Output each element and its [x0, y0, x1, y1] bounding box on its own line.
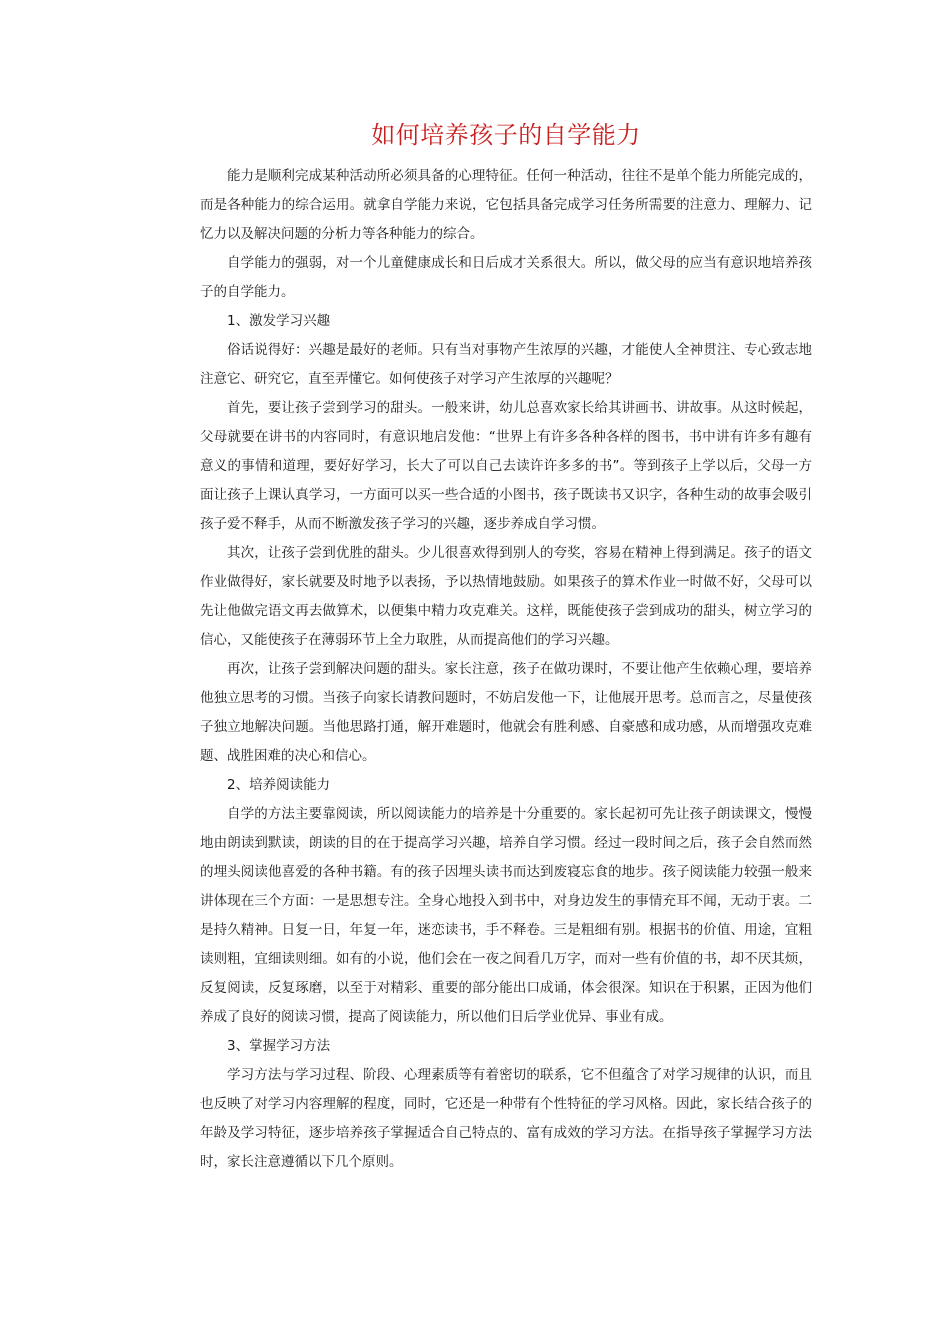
- section-heading-2: 2、培养阅读能力: [227, 777, 331, 793]
- document-page: [200, 0, 812, 1177]
- document-body: [200, 162, 812, 1177]
- paragraph: 自学能力的强弱，对一个儿童健康成长和日后成才关系很大。所以，做父母的应当有意识地培养孩子的自学能力。: [200, 255, 812, 300]
- paragraph: 自学的方法主要靠阅读，所以阅读能力的培养是十分重要的。家长起初可先让孩子朗读课文，慢慢地由朗读到默读，朗读的目的在于提高学习兴趣，培养自学习惯。经过一段时间之后，孩子会自然而然的埋头阅读他喜爱的各种书籍。有的孩子因埋头读书而达到废寝忘食的地步。孩子阅读能力较强一般来讲体现在三个方面：一是思想专注。全身心地投入到书中，对身边发生的事情充耳不闻，无动于衷。二是持久精神。日复一日，年复一年，迷恋读书，手不释卷。三是粗细有别。根据书的价值、用途，宜粗读则粗，宜细读则细。如有的小说，他们会在一夜之间看几万字，而对一些有价值的书，却不厌其烦，反复阅读，反复琢磨，以至于对精彩、重要的部分能出口成诵，体会很深。知识在于积累，正因为他们养成了良好的阅读习惯，提高了阅读能力，所以他们日后学业优异、事业有成。: [200, 806, 812, 1025]
- paragraph: 首先，要让孩子尝到学习的甜头。一般来讲，幼儿总喜欢家长给其讲画书、讲故事。从这时候起，父母就要在讲书的内容同时，有意识地启发他：“世界上有许多各种各样的图书，书中讲有许多有趣有意义的事情和道理，要好好学习，长大了可以自己去读许许多多的书”。等到孩子上学以后，父母一方面让孩子上课认真学习，一方面可以买一些合适的小图书，孩子既读书又识字，各种生动的故事会吸引孩子爱不释手，从而不断激发孩子学习的兴趣，逐步养成自学习惯。: [200, 400, 812, 532]
- paragraph: 学习方法与学习过程、阶段、心理素质等有着密切的联系，它不但蕴含了对学习规律的认识，而且也反映了对学习内容理解的程度，同时，它还是一种带有个性特征的学习风格。因此，家长结合孩子的年龄及学习特征，逐步培养孩子掌握适合自己特点的、富有成效的学习方法。在指导孩子掌握学习方法时，家长注意遵循以下几个原则。: [200, 1067, 812, 1170]
- paragraph: 俗话说得好：兴趣是最好的老师。只有当对事物产生浓厚的兴趣，才能使人全神贯注、专心致志地注意它、研究它，直至弄懂它。如何使孩子对学习产生浓厚的兴趣呢？: [200, 342, 812, 387]
- paragraph: 再次，让孩子尝到解决问题的甜头。家长注意，孩子在做功课时，不要让他产生依赖心理，要培养他独立思考的习惯。当孩子向家长请教问题时，不妨启发他一下，让他展开思考。总而言之，尽量使孩子独立地解决问题。当他思路打通，解开难题时，他就会有胜利感、自豪感和成功感，从而增强攻克难题、战胜困难的决心和信心。: [200, 661, 812, 764]
- paragraph-intro: 能力是顺利完成某种活动所必须具备的心理特征。任何一种活动，往往不是单个能力所能完成的，而是各种能力的综合运用。就拿自学能力来说，它包括具备完成学习任务所需要的注意力、理解力、记忆力以及解决问题的分析力等各种能力的综合。: [200, 168, 812, 242]
- document-title: 如何培养孩子的自学能力: [371, 121, 641, 149]
- paragraph: 其次，让孩子尝到优胜的甜头。少儿很喜欢得到别人的夸奖，容易在精神上得到满足。孩子的语文作业做得好，家长就要及时地予以表扬，予以热情地鼓励。如果孩子的算术作业一时做不好，父母可以先让他做完语文再去做算术，以便集中精力攻克难关。这样，既能使孩子尝到成功的甜头，树立学习的信心，又能使孩子在薄弱环节上全力取胜，从而提高他们的学习兴趣。: [200, 545, 812, 648]
- section-heading-1: 1、激发学习兴趣: [227, 313, 331, 329]
- section-heading-3: 3、掌握学习方法: [227, 1038, 331, 1054]
